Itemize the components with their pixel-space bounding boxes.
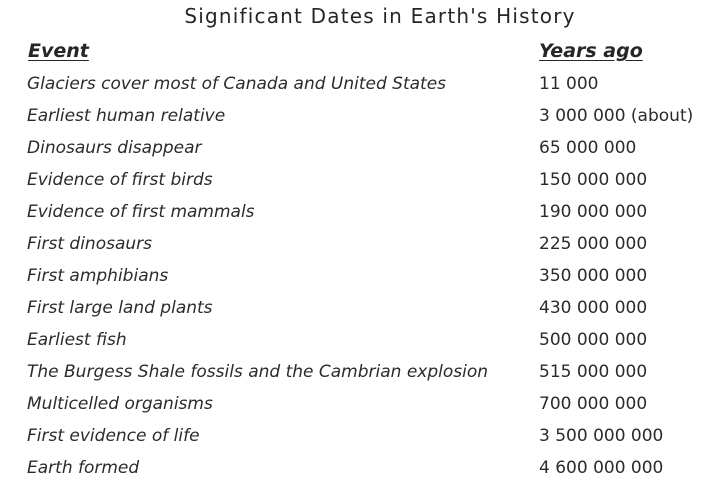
event-cell: First amphibians <box>27 266 169 286</box>
years-cell: 700 000 000 <box>539 394 648 414</box>
event-cell: First large land plants <box>27 298 213 318</box>
event-cell: Evidence of first birds <box>27 170 213 190</box>
event-cell: Earliest human relative <box>27 106 226 126</box>
event-cell: Dinosaurs disappear <box>27 138 202 158</box>
event-cell: Earth formed <box>27 458 140 478</box>
years-cell: 515 000 000 <box>539 362 648 382</box>
years-cell: 11 000 <box>539 74 599 94</box>
column-header-years-ago: Years ago <box>539 40 643 62</box>
table-row <box>0 196 710 228</box>
event-cell: Evidence of first mammals <box>27 202 255 222</box>
event-cell: Glaciers cover most of Canada and United States <box>27 74 447 94</box>
years-cell: 500 000 000 <box>539 330 648 350</box>
table-row <box>0 420 710 452</box>
column-header-event: Event <box>28 40 89 62</box>
years-cell: 150 000 000 <box>539 170 648 190</box>
table-row <box>0 260 710 292</box>
years-cell: 3 000 000 (about) <box>539 106 694 126</box>
table-row <box>0 132 710 164</box>
event-cell: Earliest fish <box>27 330 127 350</box>
table-row <box>0 388 710 420</box>
years-cell: 65 000 000 <box>539 138 637 158</box>
event-cell: The Burgess Shale fossils and the Cambrian explosion <box>27 362 489 382</box>
years-cell: 350 000 000 <box>539 266 648 286</box>
years-cell: 225 000 000 <box>539 234 648 254</box>
table-row <box>0 452 710 484</box>
years-cell: 190 000 000 <box>539 202 648 222</box>
event-cell: First evidence of life <box>27 426 200 446</box>
table-row <box>0 324 710 356</box>
events-table <box>0 68 710 484</box>
years-cell: 3 500 000 000 <box>539 426 664 446</box>
page-title: Significant Dates in Earth's History <box>184 4 576 28</box>
table-row <box>0 292 710 324</box>
years-cell: 4 600 000 000 <box>539 458 664 478</box>
table-row <box>0 228 710 260</box>
event-cell: First dinosaurs <box>27 234 153 254</box>
event-cell: Multicelled organisms <box>27 394 213 414</box>
table-row <box>0 100 710 132</box>
years-cell: 430 000 000 <box>539 298 648 318</box>
table-row <box>0 164 710 196</box>
table-row <box>0 68 710 100</box>
table-row <box>0 356 710 388</box>
